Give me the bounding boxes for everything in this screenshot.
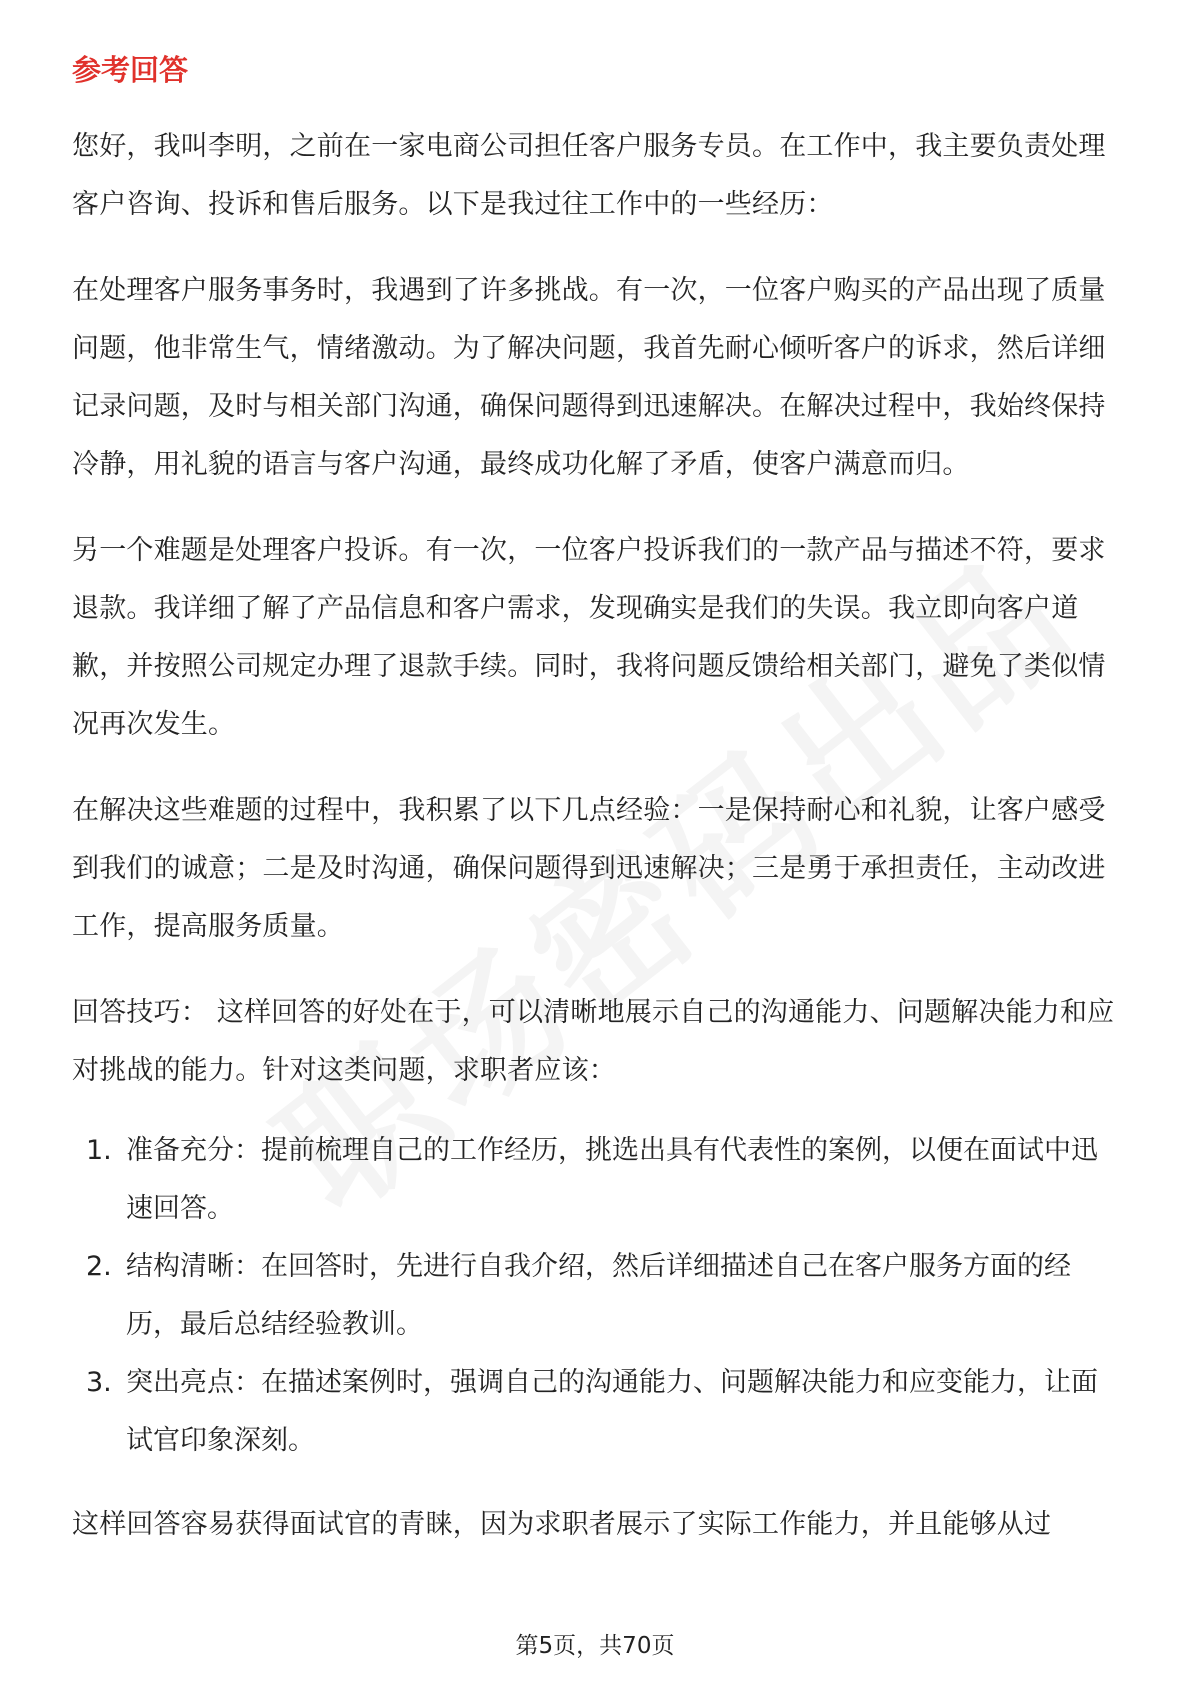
list-item-text: 准备充分：提前梳理自己的工作经历，挑选出具有代表性的案例，以便在面试中迅速回答。 (126, 1135, 1098, 1224)
list-item (72, 1122, 1122, 1238)
complaint-paragraph: 另一个难题是处理客户投诉。有一次，一位客户投诉我们的一款产品与描述不符，要求退款。我详细了解了产品信息和客户需求，发现确实是我们的失误。我立即向客户道歉，并按照公司规定办理了退款手续。同时，我将问题反馈给相关部门，避免了类似情况再次发生。 (72, 535, 1106, 740)
list-item-number: 3. (86, 1367, 112, 1398)
intro-paragraph: 您好，我叫李明，之前在一家电商公司担任客户服务专员。在工作中，我主要负责处理客户咨询、投诉和售后服务。以下是我过往工作中的一些经历： (72, 131, 1106, 220)
closing-paragraph: 这样回答容易获得面试官的青睐，因为求职者展示了实际工作能力，并且能够从过 (72, 1509, 1052, 1540)
list-item (72, 1238, 1122, 1354)
list-item-number: 1. (86, 1135, 112, 1166)
experience-paragraph: 在解决这些难题的过程中，我积累了以下几点经验：一是保持耐心和礼貌，让客户感受到我们的诚意；二是及时沟通，确保问题得到迅速解决；三是勇于承担责任，主动改进工作，提高服务质量。 (72, 795, 1106, 942)
tips-paragraph: 回答技巧： 这样回答的好处在于，可以清晰地展示自己的沟通能力、问题解决能力和应对挑战的能力。针对这类问题，求职者应该： (72, 997, 1115, 1086)
document-page (72, 48, 1122, 1582)
list-item (72, 1354, 1122, 1470)
tips-list (72, 1122, 1122, 1470)
list-item-text: 结构清晰：在回答时，先进行自我介绍，然后详细描述自己在客户服务方面的经历，最后总结经验教训。 (126, 1251, 1071, 1340)
page-number: 第5页，共70页 (515, 1633, 675, 1659)
challenge-paragraph: 在处理客户服务事务时，我遇到了许多挑战。有一次，一位客户购买的产品出现了质量问题，他非常生气，情绪激动。为了解决问题，我首先耐心倾听客户的诉求，然后详细记录问题，及时与相关部门沟通，确保问题得到迅速解决。在解决过程中，我始终保持冷静，用礼貌的语言与客户沟通，最终成功化解了矛盾，使客户满意而归。 (72, 275, 1106, 480)
list-item-text: 突出亮点：在描述案例时，强调自己的沟通能力、问题解决能力和应变能力，让面试官印象深刻。 (126, 1367, 1098, 1456)
list-item-number: 2. (86, 1251, 112, 1282)
section-heading: 参考回答 (72, 53, 189, 87)
